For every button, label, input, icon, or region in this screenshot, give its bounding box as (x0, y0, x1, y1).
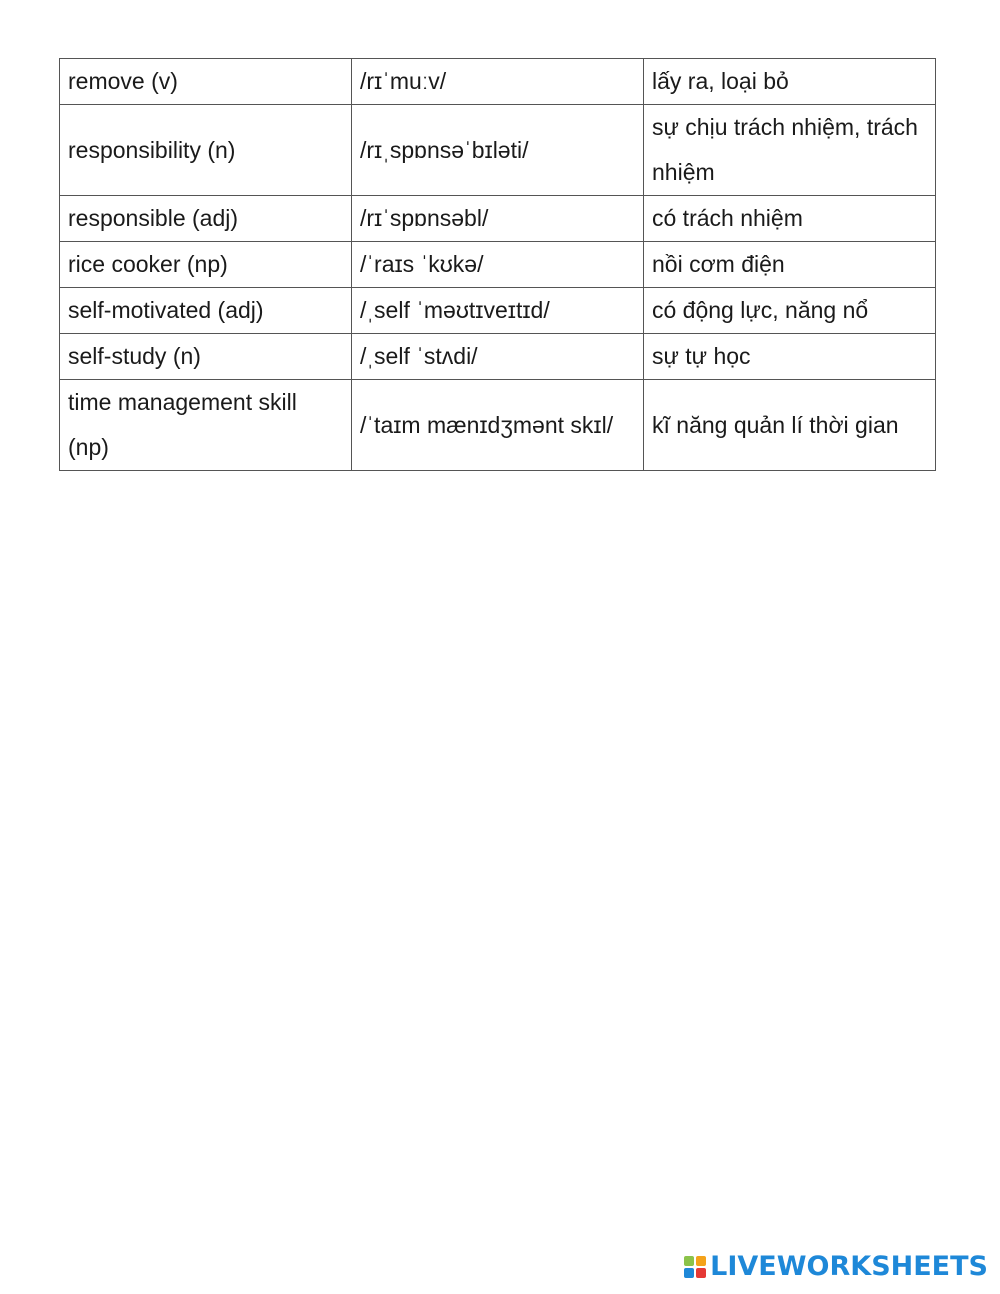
vocab-ipa-cell: /ˈtaɪm mænɪdʒmənt skɪl/ (352, 380, 644, 471)
table-row (60, 196, 936, 242)
vocab-ipa-cell: /ˌself ˈstʌdi/ (352, 334, 644, 380)
logo-mark-icon (684, 1256, 706, 1278)
logo-mark-square (684, 1268, 694, 1278)
vocab-word-cell: self-study (n) (60, 334, 352, 380)
vocab-word-cell: rice cooker (np) (60, 242, 352, 288)
table-row (60, 334, 936, 380)
vocab-meaning-cell: lấy ra, loại bỏ (644, 59, 936, 105)
vocab-word-cell: responsible (adj) (60, 196, 352, 242)
vocab-meaning-cell: sự chịu trách nhiệm, trách nhiệm (644, 105, 936, 196)
vocab-word-cell: time management skill (np) (60, 380, 352, 471)
vocab-meaning-cell: có động lực, năng nổ (644, 288, 936, 334)
vocabulary-table-body (60, 59, 936, 471)
vocab-ipa-cell: /rɪˈmuːv/ (352, 59, 644, 105)
vocab-meaning-cell: có trách nhiệm (644, 196, 936, 242)
vocab-word-cell: responsibility (n) (60, 105, 352, 196)
vocab-ipa-cell: /ˈraɪs ˈkʊkə/ (352, 242, 644, 288)
logo-mark-square (696, 1268, 706, 1278)
logo-mark-square (684, 1256, 694, 1266)
vocab-meaning-cell: sự tự học (644, 334, 936, 380)
logo-text: LIVEWORKSHEETS (710, 1251, 988, 1282)
table-row (60, 59, 936, 105)
vocab-ipa-cell: /ˌself ˈməʊtɪveɪtɪd/ (352, 288, 644, 334)
vocabulary-table (59, 58, 936, 471)
vocab-ipa-cell: /rɪˈspɒnsəbl/ (352, 196, 644, 242)
table-row (60, 288, 936, 334)
vocab-word-cell: remove (v) (60, 59, 352, 105)
table-row (60, 242, 936, 288)
vocab-meaning-cell: kĩ năng quản lí thời gian (644, 380, 936, 471)
liveworksheets-logo (684, 1251, 988, 1282)
table-row (60, 105, 936, 196)
table-row (60, 380, 936, 471)
vocab-word-cell: self-motivated (adj) (60, 288, 352, 334)
vocab-meaning-cell: nồi cơm điện (644, 242, 936, 288)
logo-mark-square (696, 1256, 706, 1266)
vocab-ipa-cell: /rɪˌspɒnsəˈbɪləti/ (352, 105, 644, 196)
